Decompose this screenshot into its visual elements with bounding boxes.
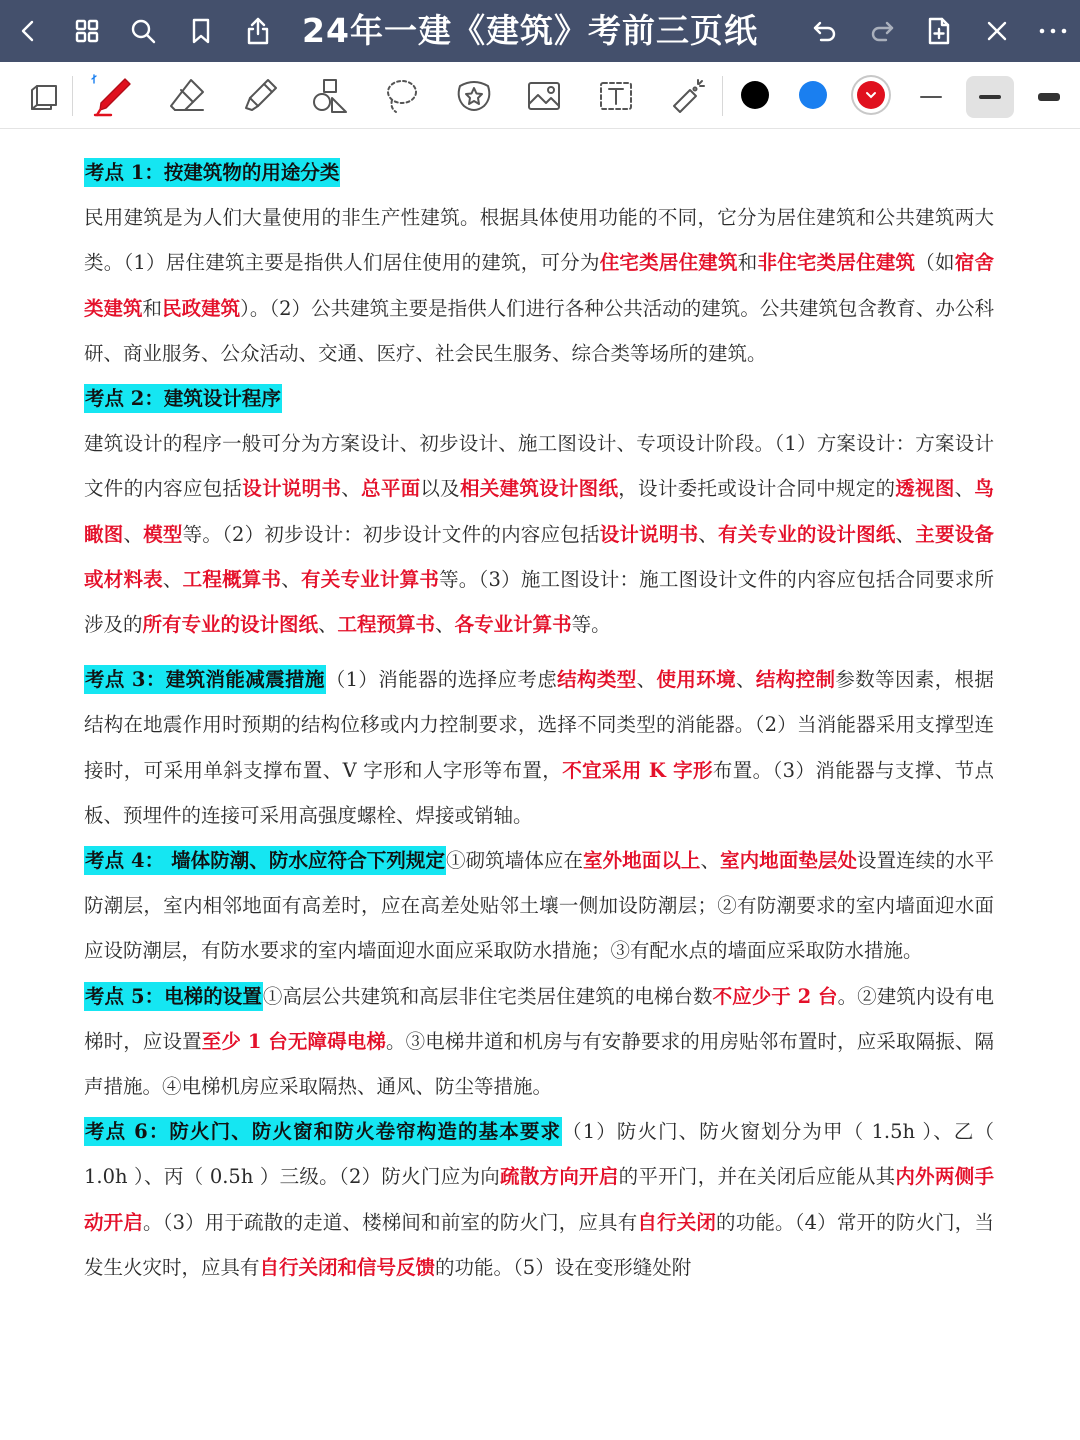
section-2: [84, 376, 994, 421]
body-text: 、: [281, 567, 301, 591]
add-page-icon[interactable]: [920, 12, 958, 50]
body-text: 。（3）用于疏散的走道、楼梯间和前室的防火门，应具有: [143, 1210, 638, 1234]
section-6: [84, 974, 994, 1110]
body-text: 等。（3）施工图设计：施工图设计文件的内容应包括合同要求所涉及的: [84, 567, 994, 637]
stroke-thin[interactable]: [907, 76, 955, 118]
document-title: 24年一建《建筑》考前三页纸: [302, 11, 758, 50]
body-text: 、: [123, 522, 144, 546]
key-term: 内外两侧手动开启: [84, 1165, 994, 1234]
body-text: 、: [735, 668, 756, 692]
key-term: 设计说明书: [242, 477, 342, 501]
back-icon[interactable]: [10, 12, 48, 50]
body-text: ）。（2）公共建筑主要是指供人们进行各种公共活动的建筑。公共建筑包含教育、办公科研、商业服务、公众活动、交通、医疗、社会民生服务、综合类等场所的建筑。: [84, 296, 994, 365]
key-term: 结构类型: [557, 668, 637, 692]
key-term: 设计说明书: [599, 522, 699, 546]
close-icon[interactable]: [978, 12, 1016, 50]
body-text: 的功能。（4）常开的防火门，当发生火灾时，应具有: [84, 1210, 994, 1279]
section-7: [84, 1109, 994, 1290]
key-term: 总平面: [361, 477, 421, 501]
body-text: 以及: [420, 477, 460, 501]
body-text: 、: [341, 477, 362, 501]
key-term: 非住宅类居住建筑: [757, 251, 916, 275]
body-text: 、: [318, 613, 338, 637]
body-text: 、: [954, 477, 975, 501]
body-text: 建筑设计的程序一般可分为方案设计、初步设计、施工图设计、专项设计阶段。（1）方案设计：方案设计文件的内容应包括: [84, 432, 994, 501]
section-heading: 考点 4： 墙体防潮、防水应符合下列规定: [84, 846, 446, 875]
section-heading: 考点 6：防火门、防火窗和防火卷帘构造的基本要求: [84, 1117, 562, 1146]
body-text: ①高层公共建筑和高层非住宅类居住建筑的电梯台数: [262, 984, 713, 1008]
key-term: 民政建筑: [162, 296, 241, 320]
stroke-medium-selected[interactable]: [966, 76, 1014, 118]
body-text: 等。: [571, 613, 611, 637]
key-term: 室内地面垫层处: [720, 849, 858, 873]
color-red-selected[interactable]: [857, 81, 885, 109]
body-text: 、: [700, 849, 721, 873]
grid-icon[interactable]: [68, 12, 106, 50]
key-term: 工程概算书: [182, 567, 282, 591]
key-term: 住宅类居住建筑: [599, 251, 738, 275]
share-icon[interactable]: [239, 12, 277, 50]
key-term: 不宜采用 K 字形: [562, 758, 713, 782]
redo-icon[interactable]: [863, 12, 901, 50]
body-text: 和: [737, 251, 758, 275]
section-heading: 考点 1：按建筑物的用途分类: [84, 158, 340, 187]
body-text: 的功能。（5）设在变形缝处附: [435, 1255, 692, 1279]
key-term: 鸟瞰图: [84, 477, 994, 546]
key-term: 自行关闭和信号反馈: [259, 1255, 436, 1279]
section-heading: 考点 3：建筑消能减震措施: [84, 665, 326, 694]
section-heading: 考点 5：电梯的设置: [84, 982, 263, 1011]
key-term: 所有专业的设计图纸: [142, 613, 319, 637]
key-term: 有关专业的设计图纸: [718, 522, 896, 546]
key-term: 室外地面以上: [583, 849, 701, 873]
body-text: 等。（2）初步设计：初步设计文件的内容应包括: [182, 522, 600, 546]
body-text: （1）消能器的选择应考虑: [325, 668, 558, 692]
body-text: ，设计委托或设计合同中规定的: [618, 477, 896, 501]
key-term: 自行关闭: [637, 1210, 717, 1234]
image-icon[interactable]: [520, 72, 568, 120]
key-term: 主要设备或材料表: [84, 522, 994, 591]
search-icon[interactable]: [124, 12, 162, 50]
shapes-icon[interactable]: [306, 72, 354, 120]
section-heading: 考点 2：建筑设计程序: [84, 384, 282, 413]
section-3: [84, 421, 994, 647]
lasso-icon[interactable]: [378, 72, 426, 120]
stroke-thick[interactable]: [1025, 76, 1073, 118]
key-term: 相关建筑设计图纸: [459, 477, 619, 501]
laser-pointer-icon[interactable]: [664, 72, 712, 120]
body-text: 。②建筑内设有电梯时，应设置: [84, 984, 994, 1053]
key-term: 工程预算书: [337, 613, 436, 637]
key-term: 有关专业计算书: [301, 567, 440, 591]
key-term: 模型: [143, 522, 183, 546]
body-text: 设置连续的水平防潮层，室内相邻地面有高差时，应在高差处贴邻土壤一侧加设防潮层；②有防潮要求的室内墙面迎水面应设防潮层，有防水要求的室内墙面迎水面应采取防水措施；③有配水点的墙面应采取防水措施。: [84, 849, 994, 963]
body-text: 的平开门，并在关闭后应能从其: [618, 1165, 896, 1189]
section-1: [84, 195, 994, 376]
section-4: [84, 657, 994, 838]
document-page: [84, 150, 994, 1290]
highlighter-icon[interactable]: [236, 72, 284, 120]
body-text: ①砌筑墙体应在: [446, 849, 584, 873]
key-term: 宿舍类建筑: [84, 251, 994, 320]
key-term: 不应少于 2 台: [712, 984, 838, 1008]
key-term: 使用环境: [656, 668, 736, 692]
key-term: 至少 1 台无障碍电梯: [201, 1029, 387, 1053]
pen-icon[interactable]: [88, 72, 136, 120]
body-text: 、: [895, 522, 916, 546]
body-text: 、: [435, 613, 455, 637]
more-icon[interactable]: [1034, 12, 1072, 50]
body-text: 。③电梯井道和机房与有安静要求的用房贴邻布置时，应采取隔振、隔声措施。④电梯机房应采取隔热、通风、防尘等措施。: [84, 1029, 994, 1099]
body-text: 布置。（3）消能器与支撑、节点板、预埋件的连接可采用高强度螺栓、焊接或销轴。: [84, 758, 994, 827]
key-term: 结构控制: [755, 668, 836, 692]
color-black[interactable]: [741, 81, 769, 109]
color-blue[interactable]: [799, 81, 827, 109]
body-text: （如: [915, 251, 955, 275]
annotation-toolbar: [0, 62, 1080, 129]
body-text: 、: [698, 522, 719, 546]
body-text: 、: [636, 668, 657, 692]
body-text: 、: [162, 567, 183, 591]
title-bar: [0, 0, 1080, 62]
section-5: [84, 838, 994, 974]
eraser-icon[interactable]: [163, 72, 211, 120]
undo-icon[interactable]: [806, 12, 844, 50]
body-text: 和: [142, 296, 163, 320]
section-0: [84, 150, 994, 195]
body-text: 民用建筑是为人们大量使用的非生产性建筑。根据具体使用功能的不同，它分为居住建筑和公共建筑两大类。（1）居住建筑主要是指供人们居住使用的建筑，可分为: [84, 206, 994, 275]
sticker-icon[interactable]: [450, 72, 498, 120]
key-term: 透视图: [895, 477, 955, 501]
bookmark-icon[interactable]: [182, 12, 220, 50]
read-mode-icon[interactable]: [20, 72, 68, 120]
body-text: （1）防火门、防火窗划分为甲（ 1.5h ）、乙（ 1.0h ）、丙（ 0.5h ）三级。（2）防火门应为向: [84, 1120, 994, 1189]
key-term: 疏散方向开启: [500, 1165, 619, 1189]
body-text: 参数等因素，根据结构在地震作用时预期的结构位移或内力控制要求，选择不同类型的消能器。（2）当消能器采用支撑型连接时，可采用单斜支撑布置、V 字形和人字形等布置，: [84, 668, 994, 782]
text-box-icon[interactable]: [592, 72, 640, 120]
key-term: 各专业计算书: [454, 613, 572, 637]
